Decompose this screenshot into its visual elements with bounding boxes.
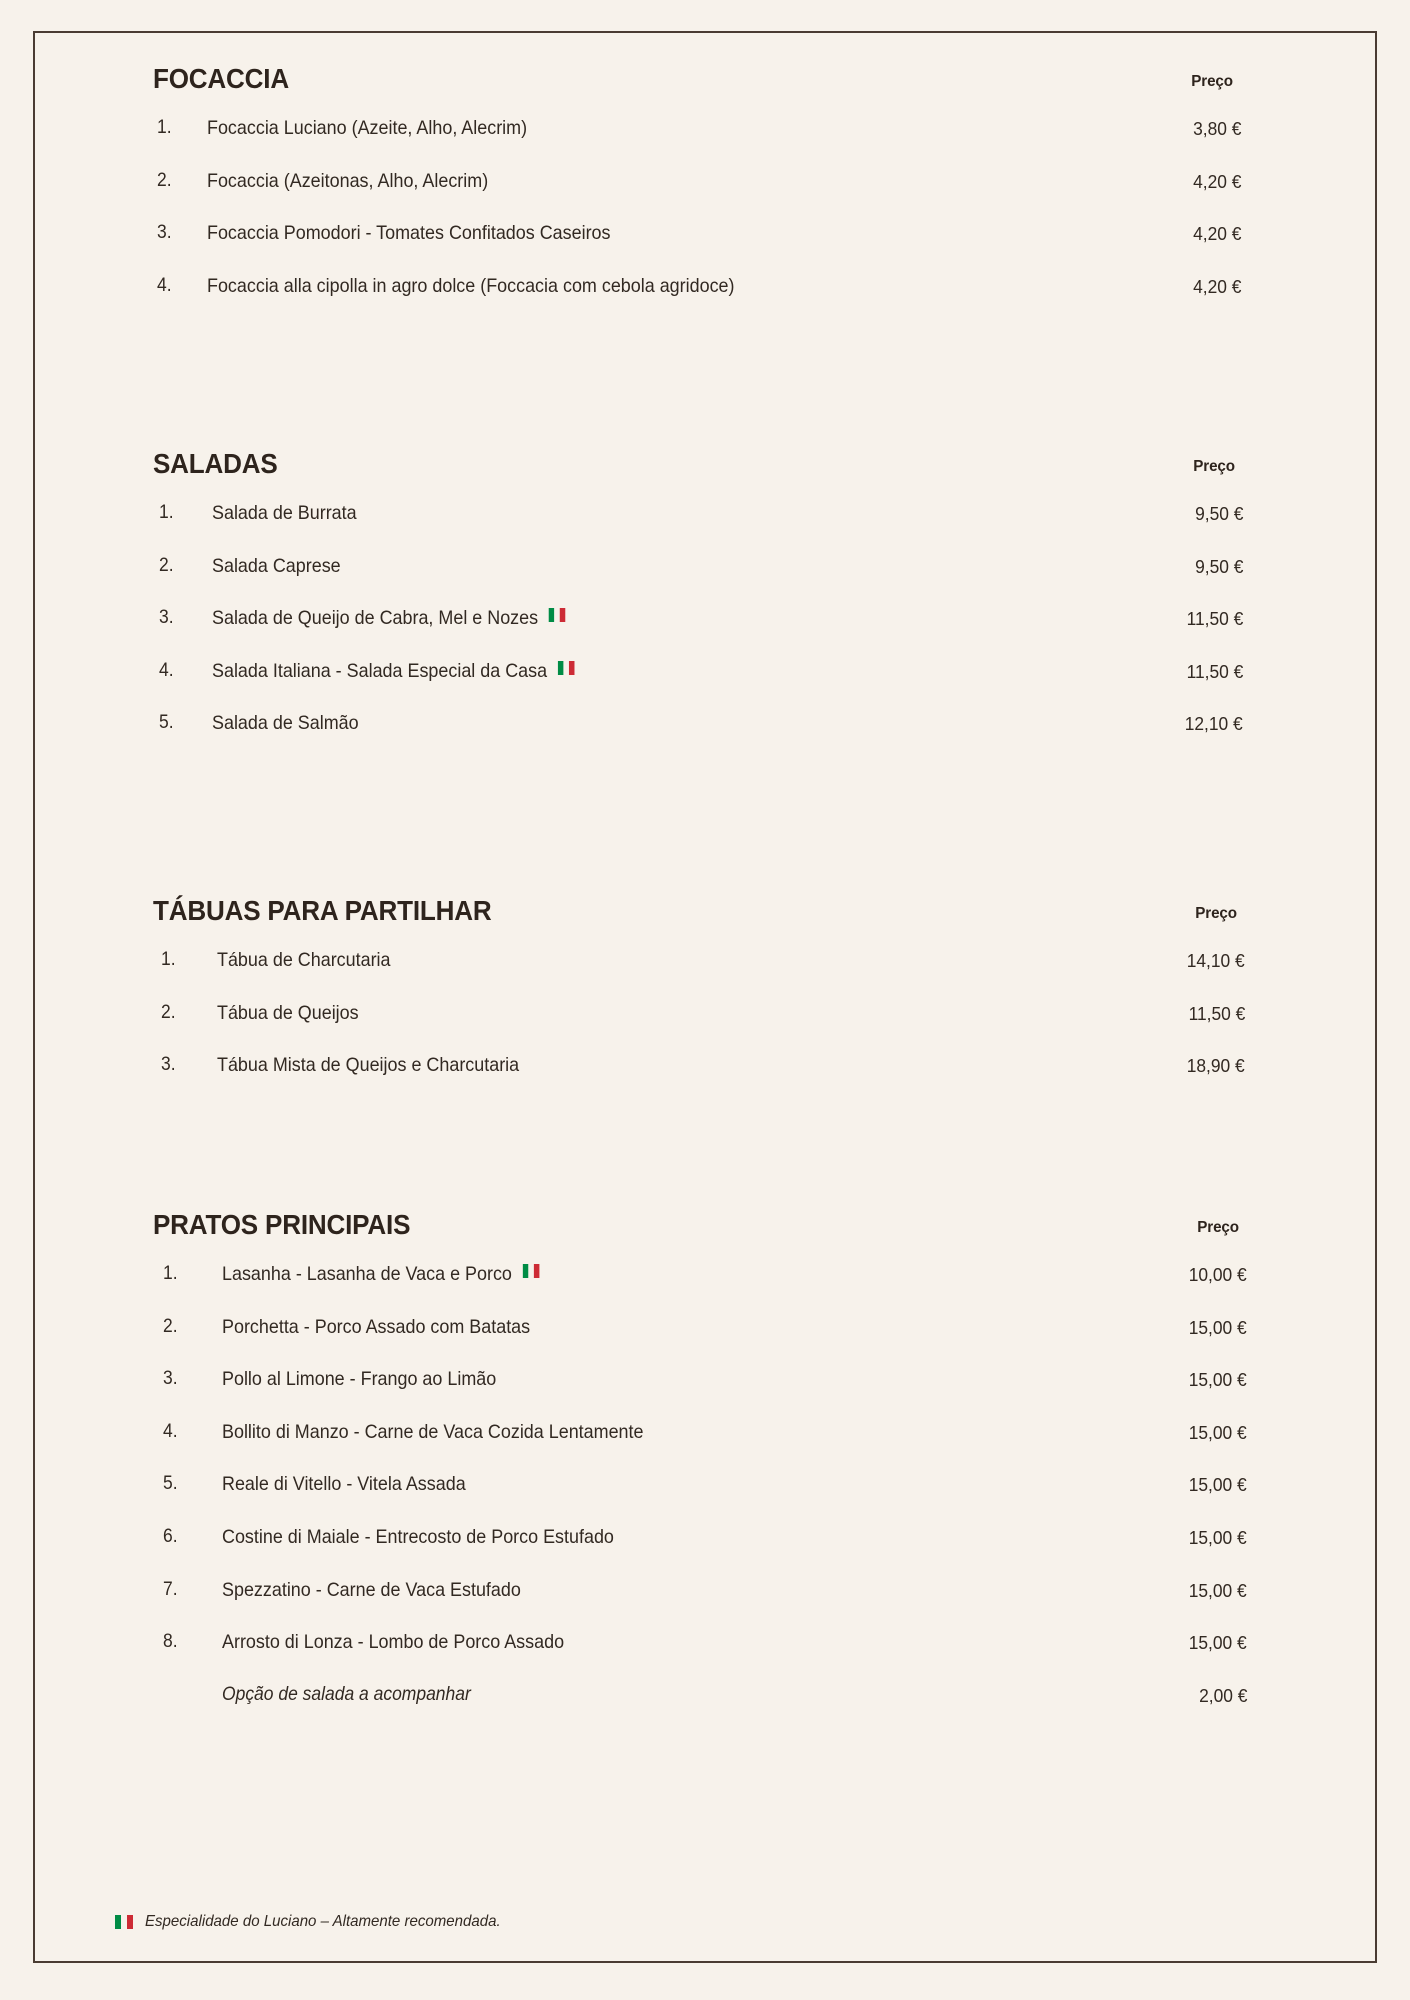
menu-item-row	[35, 117, 1375, 170]
menu-item-row	[35, 1316, 1375, 1369]
menu-item-row	[35, 660, 1375, 713]
menu-item-row	[35, 1368, 1375, 1421]
menu-item-number: 1.	[157, 117, 172, 138]
menu-item-price: 4,20 €	[1192, 275, 1241, 297]
menu-item-number: 8.	[163, 1631, 178, 1653]
menu-item-name-text: Salada de Salmão	[212, 712, 359, 735]
menu-item-number: 5.	[163, 1473, 178, 1495]
menu-item-price: 9,50 €	[1194, 555, 1243, 577]
menu-item-name-text: Tábua Mista de Queijos e Charcutaria	[217, 1054, 520, 1077]
section-header	[35, 63, 1375, 107]
menu-item-row	[35, 555, 1375, 608]
menu-item-name	[222, 1684, 471, 1706]
section-title: FOCACCIA	[153, 63, 289, 94]
menu-item-price: 12,10 €	[1184, 713, 1243, 735]
menu-item-row	[35, 222, 1375, 275]
menu-item-number: 2.	[163, 1315, 178, 1337]
menu-item-number: 3.	[161, 1054, 176, 1076]
menu-item-number: 1.	[163, 1263, 178, 1284]
menu-item-name-text: Opção de salada a acompanhar	[222, 1683, 471, 1705]
menu-item-price: 15,00 €	[1188, 1474, 1247, 1496]
menu-item-name	[217, 1054, 519, 1077]
menu-item-row	[35, 1631, 1375, 1684]
section-title: TÁBUAS PARA PARTILHAR	[153, 895, 492, 926]
italian-flag-icon	[523, 1264, 540, 1278]
menu-item-name-text: Focaccia alla cipolla in agro dolce (Foccacia com cebola agridoce)	[207, 274, 735, 297]
menu-section-tabuas	[35, 895, 1375, 1107]
section-header	[35, 448, 1375, 492]
menu-item-name	[212, 712, 359, 735]
menu-item-price: 10,00 €	[1188, 1264, 1247, 1285]
section-header	[35, 1209, 1375, 1253]
menu-item-name-text: Salada Caprese	[212, 554, 341, 577]
menu-item-price: 4,20 €	[1192, 223, 1241, 245]
menu-item-price: 4,20 €	[1192, 170, 1241, 192]
menu-sections-container	[35, 33, 1375, 1961]
menu-item-name	[212, 555, 341, 578]
menu-item-number: 5.	[159, 712, 174, 734]
menu-item-number: 6.	[163, 1526, 178, 1547]
menu-item-name-text: Focaccia (Azeitonas, Alho, Alecrim)	[207, 169, 489, 192]
menu-item-name-text: Costine di Maiale - Entrecosto de Porco Estufado	[222, 1526, 614, 1548]
menu-item-name-text: Salada de Queijo de Cabra, Mel e Nozes	[212, 607, 539, 630]
menu-item-row	[35, 275, 1375, 328]
menu-item-name	[212, 660, 576, 683]
menu-item-price: 11,50 €	[1186, 608, 1243, 630]
menu-item-number: 1.	[159, 502, 174, 523]
menu-item-name	[207, 117, 527, 140]
menu-item-name-text: Lasanha - Lasanha de Vaca e Porco	[222, 1263, 512, 1285]
menu-item-name	[207, 275, 735, 298]
menu-item-name-text: Salada de Burrata	[212, 502, 357, 524]
menu-item-name	[212, 607, 567, 630]
section-title: PRATOS PRINCIPAIS	[153, 1209, 411, 1240]
menu-item-row	[35, 712, 1375, 765]
italian-flag-icon	[558, 661, 575, 675]
menu-item-price: 2,00 €	[1198, 1684, 1247, 1706]
italian-flag-icon	[549, 608, 566, 622]
menu-item-number: 4.	[157, 274, 172, 296]
legend-label: Especialidade do Luciano – Altamente recomendada.	[145, 1913, 501, 1930]
menu-item-name-text: Porchetta - Porco Assado com Batatas	[222, 1315, 531, 1338]
menu-item-price: 9,50 €	[1194, 503, 1243, 524]
menu-item-name-text: Focaccia Luciano (Azeite, Alho, Alecrim)	[207, 117, 528, 139]
menu-item-name-text: Pollo al Limone - Frango ao Limão	[222, 1368, 497, 1391]
menu-item-name	[222, 1473, 466, 1496]
menu-item-number: 4.	[163, 1420, 178, 1442]
menu-item-row	[35, 949, 1375, 1002]
legend	[115, 1913, 523, 1931]
menu-item-row	[35, 607, 1375, 660]
menu-item-number: 3.	[159, 607, 174, 629]
price-column-header: Preço	[1197, 1219, 1239, 1236]
menu-item-name	[222, 1631, 564, 1654]
section-header	[35, 895, 1375, 939]
menu-item-name-text: Focaccia Pomodori - Tomates Confitados Caseiros	[207, 222, 611, 245]
menu-item-number: 3.	[157, 222, 172, 244]
menu-item-name	[217, 949, 391, 972]
menu-item-number: 7.	[163, 1578, 178, 1600]
menu-item-row	[35, 1579, 1375, 1632]
menu-item-number: 2.	[161, 1001, 176, 1023]
menu-item-name-text: Tábua de Queijos	[217, 1001, 359, 1024]
price-column-header: Preço	[1195, 905, 1237, 922]
menu-item-number: 2.	[159, 554, 174, 576]
menu-item-name-text: Bollito di Manzo - Carne de Vaca Cozida Lentamente	[222, 1420, 644, 1443]
price-column-header: Preço	[1191, 73, 1233, 90]
menu-item-name	[222, 1316, 530, 1339]
menu-item-name-text: Tábua de Charcutaria	[217, 949, 391, 971]
menu-item-number: 1.	[161, 949, 176, 970]
menu-item-name-text: Salada Italiana - Salada Especial da Casa	[212, 659, 548, 682]
menu-item-name-text: Arrosto di Lonza - Lombo de Porco Assado	[222, 1631, 565, 1654]
menu-item-row	[35, 170, 1375, 223]
menu-item-row	[35, 1526, 1375, 1579]
menu-item-name	[222, 1526, 614, 1549]
menu-item-row	[35, 1421, 1375, 1474]
menu-item-row	[35, 1684, 1375, 1737]
menu-item-name	[222, 1263, 540, 1286]
menu-item-name-text: Reale di Vitello - Vitela Assada	[222, 1473, 466, 1496]
menu-item-name	[212, 502, 357, 525]
menu-card	[33, 31, 1377, 1963]
menu-item-price: 15,00 €	[1188, 1316, 1247, 1338]
menu-section-focaccia	[35, 63, 1375, 327]
menu-section-pratos-principais	[35, 1209, 1375, 1736]
menu-item-number: 2.	[157, 169, 172, 191]
menu-item-name	[207, 222, 611, 245]
section-title: SALADAS	[153, 448, 278, 479]
menu-item-row	[35, 1473, 1375, 1526]
menu-item-name	[222, 1579, 521, 1602]
menu-item-price: 11,50 €	[1186, 660, 1243, 682]
menu-item-row	[35, 1002, 1375, 1055]
menu-item-price: 15,00 €	[1188, 1632, 1247, 1654]
menu-item-name	[207, 170, 488, 193]
menu-item-row	[35, 502, 1375, 555]
menu-section-saladas	[35, 448, 1375, 765]
menu-item-price: 3,80 €	[1192, 118, 1241, 139]
menu-item-price: 15,00 €	[1188, 1579, 1247, 1601]
italian-flag-icon	[115, 1915, 134, 1929]
menu-item-name	[222, 1368, 496, 1391]
menu-item-price: 11,50 €	[1188, 1002, 1245, 1024]
menu-item-number: 4.	[159, 659, 174, 681]
menu-item-number: 3.	[163, 1368, 178, 1390]
menu-item-name-text: Spezzatino - Carne de Vaca Estufado	[222, 1578, 521, 1601]
price-column-header: Preço	[1193, 458, 1235, 475]
menu-item-price: 15,00 €	[1188, 1527, 1247, 1548]
menu-item-name	[222, 1421, 644, 1444]
menu-item-row	[35, 1054, 1375, 1107]
menu-item-price: 15,00 €	[1188, 1421, 1247, 1443]
menu-item-name	[217, 1002, 359, 1025]
menu-item-price: 18,90 €	[1186, 1055, 1245, 1077]
menu-item-price: 15,00 €	[1188, 1369, 1247, 1391]
menu-item-row	[35, 1263, 1375, 1316]
menu-item-price: 14,10 €	[1186, 950, 1245, 971]
